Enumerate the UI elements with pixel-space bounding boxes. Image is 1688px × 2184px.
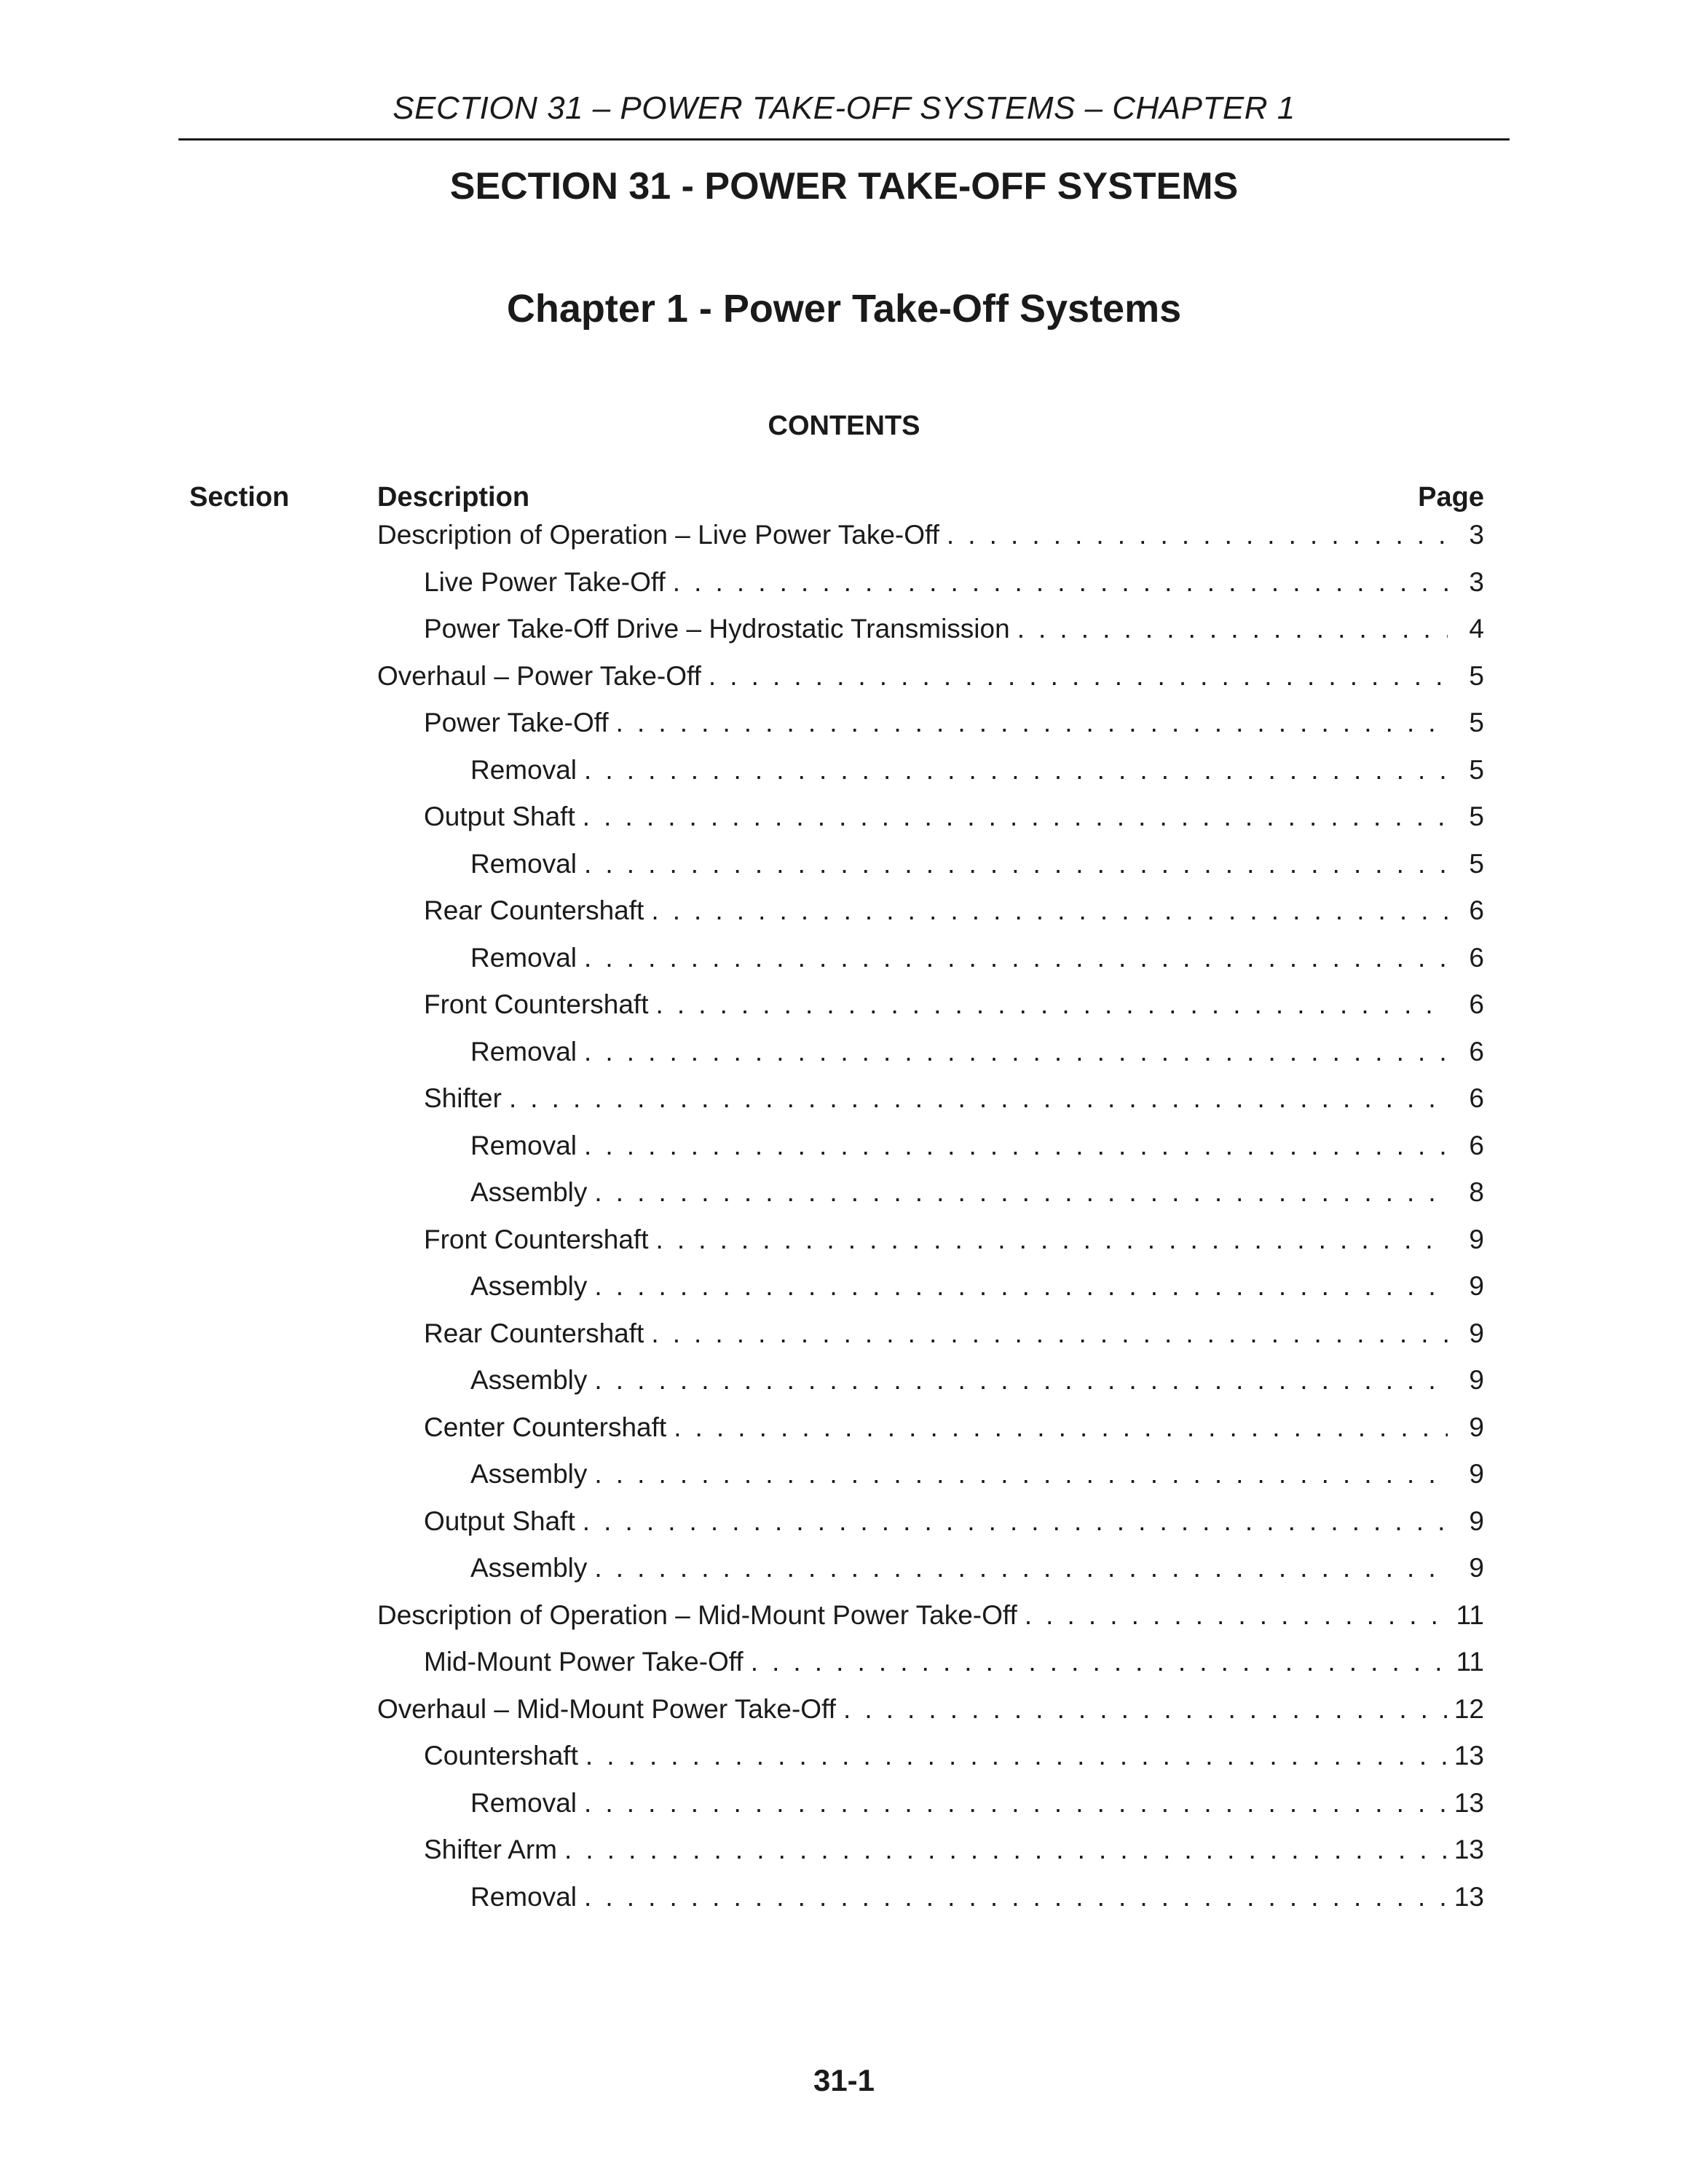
dot-leader: [947, 520, 1448, 550]
toc-entry-label: Shifter Arm: [424, 1835, 557, 1864]
toc-entry-page: 5: [1469, 660, 1484, 691]
toc-entry-label: Removal: [470, 942, 577, 973]
toc-entry[interactable]: [377, 1177, 1484, 1224]
toc-entry-label: Description of Operation – Live Power Take-Off: [377, 520, 939, 550]
dot-leader: [616, 708, 1448, 738]
toc-entry[interactable]: [377, 1600, 1484, 1647]
toc-entry-page: 6: [1469, 895, 1484, 925]
toc-entry[interactable]: [377, 943, 1484, 990]
toc-entry-page: 6: [1469, 989, 1484, 1019]
toc-entry[interactable]: [377, 1365, 1484, 1412]
toc-entry-label: Assembly: [470, 1459, 588, 1489]
toc-entry-page: 9: [1469, 1318, 1484, 1348]
toc-entry-label: Assembly: [470, 1271, 588, 1301]
running-head: SECTION 31 – POWER TAKE-OFF SYSTEMS – CHAPTER 1: [393, 90, 1295, 126]
toc-entry-label: Overhaul – Power Take-Off: [377, 660, 701, 691]
toc-entry-page: 5: [1469, 848, 1484, 879]
toc-entry-page: 8: [1469, 1177, 1484, 1207]
toc-entry[interactable]: [377, 1224, 1484, 1272]
toc-entry-page: 9: [1469, 1459, 1484, 1489]
toc-entry[interactable]: [377, 520, 1484, 567]
dot-leader: [584, 755, 1448, 786]
toc-entry-label: Power Take-Off: [424, 708, 609, 737]
toc-entry[interactable]: [377, 1131, 1484, 1178]
toc-entry[interactable]: [377, 1459, 1484, 1506]
dot-leader: [509, 1083, 1448, 1114]
toc-entry-label: Assembly: [470, 1365, 588, 1395]
toc-entry[interactable]: [377, 1741, 1484, 1788]
toc-entry[interactable]: [377, 614, 1484, 661]
toc-entry-label: Overhaul – Mid-Mount Power Take-Off: [377, 1693, 836, 1724]
toc-entry[interactable]: [377, 567, 1484, 614]
toc-entry[interactable]: [377, 1647, 1484, 1694]
toc-entry[interactable]: [377, 1788, 1484, 1835]
toc-entry-label: Live Power Take-Off: [424, 566, 666, 597]
dot-leader: [584, 1882, 1448, 1912]
toc-entry-label: Removal: [470, 1787, 577, 1818]
toc-entry-label: Description of Operation – Mid-Mount Power Take-Off: [377, 1599, 1017, 1630]
toc-entry-page: 5: [1469, 802, 1484, 831]
toc-entry-page: 5: [1469, 754, 1484, 785]
toc-entry[interactable]: [377, 802, 1484, 849]
toc-entry[interactable]: [377, 849, 1484, 896]
toc-entry-label: Removal: [470, 1130, 577, 1160]
dot-leader: [751, 1647, 1448, 1677]
dot-leader: [564, 1835, 1448, 1865]
dot-leader: [584, 1037, 1448, 1067]
dot-leader: [584, 1788, 1448, 1819]
toc-entry-page: 12: [1454, 1693, 1484, 1724]
toc-entry-label: Assembly: [470, 1177, 588, 1207]
toc-entry-page: 5: [1469, 708, 1484, 737]
dot-leader: [655, 1224, 1448, 1255]
toc-entry-label: Removal: [470, 1881, 577, 1912]
toc-entry-label: Output Shaft: [424, 802, 575, 831]
dot-leader: [594, 1177, 1448, 1208]
toc-entry-page: 13: [1454, 1835, 1484, 1864]
dot-leader: [594, 1271, 1448, 1302]
contents-heading: CONTENTS: [768, 411, 920, 441]
toc-entry-page: 4: [1469, 614, 1484, 644]
toc-entry-label: Power Take-Off Drive – Hydrostatic Transmission: [424, 614, 1010, 644]
header-rule: [178, 138, 1510, 141]
toc-entry-label: Output Shaft: [424, 1506, 575, 1536]
dot-leader: [651, 895, 1448, 926]
dot-leader: [594, 1365, 1448, 1396]
toc-entry[interactable]: [377, 1412, 1484, 1460]
dot-leader: [655, 989, 1448, 1020]
toc-entry-page: 9: [1469, 1553, 1484, 1583]
dot-leader: [585, 1741, 1448, 1771]
toc-entry-label: Assembly: [470, 1553, 588, 1583]
toc-entry[interactable]: [377, 1506, 1484, 1554]
toc-entry-label: Removal: [470, 754, 577, 785]
dot-leader: [843, 1694, 1448, 1725]
toc-entry[interactable]: [377, 1037, 1484, 1084]
toc-entry-label: Center Countershaft: [424, 1412, 667, 1442]
toc-entry-page: 3: [1469, 520, 1484, 550]
dot-leader: [709, 661, 1448, 692]
toc-entry[interactable]: [377, 1083, 1484, 1131]
toc-entry-label: Rear Countershaft: [424, 1318, 644, 1348]
chapter-title: Chapter 1 - Power Take-Off Systems: [506, 287, 1182, 331]
toc-entry-page: 11: [1456, 1599, 1484, 1630]
dot-leader: [583, 1506, 1448, 1537]
toc-entry-label: Front Countershaft: [424, 1224, 649, 1254]
table-of-contents: [377, 520, 1484, 1928]
toc-entry[interactable]: [377, 708, 1484, 755]
dot-leader: [674, 1412, 1448, 1443]
toc-entry-page: 9: [1469, 1365, 1484, 1395]
toc-entry[interactable]: [377, 1882, 1484, 1929]
toc-entry[interactable]: [377, 1553, 1484, 1600]
toc-entry[interactable]: [377, 1694, 1484, 1741]
dot-leader: [1017, 614, 1448, 644]
toc-entry-page: 13: [1454, 1881, 1484, 1912]
column-header-section: Section: [189, 482, 290, 513]
toc-entry-label: Mid-Mount Power Take-Off: [424, 1647, 744, 1677]
toc-entry[interactable]: [377, 661, 1484, 708]
toc-entry[interactable]: [377, 1318, 1484, 1366]
toc-entry-page: 9: [1469, 1271, 1484, 1301]
toc-entry-page: 11: [1456, 1647, 1484, 1677]
toc-entry[interactable]: [377, 755, 1484, 802]
toc-entry-label: Shifter: [424, 1083, 502, 1113]
dot-leader: [584, 1131, 1448, 1161]
dot-leader: [594, 1553, 1448, 1583]
column-header-description: Description: [377, 482, 530, 513]
toc-entry-page: 13: [1454, 1741, 1484, 1770]
toc-entry[interactable]: [377, 989, 1484, 1037]
dot-leader: [1025, 1600, 1448, 1631]
dot-leader: [673, 567, 1448, 598]
toc-entry-page: 9: [1469, 1224, 1484, 1254]
toc-entry-page: 13: [1454, 1787, 1484, 1818]
toc-entry-page: 6: [1469, 1083, 1484, 1113]
column-header-page: Page: [1418, 482, 1484, 513]
toc-entry-label: Removal: [470, 848, 577, 879]
toc-entry-label: Countershaft: [424, 1741, 578, 1770]
dot-leader: [584, 849, 1448, 879]
toc-entry[interactable]: [377, 1271, 1484, 1318]
toc-entry-page: 9: [1469, 1412, 1484, 1442]
dot-leader: [651, 1318, 1448, 1349]
toc-entry-page: 6: [1469, 942, 1484, 973]
dot-leader: [584, 943, 1448, 973]
toc-entry-label: Removal: [470, 1036, 577, 1067]
toc-entry[interactable]: [377, 1835, 1484, 1882]
toc-entry[interactable]: [377, 895, 1484, 943]
dot-leader: [583, 802, 1448, 832]
toc-entry-page: 6: [1469, 1036, 1484, 1067]
toc-entry-page: 9: [1469, 1506, 1484, 1536]
page-number: 31-1: [813, 2063, 875, 2097]
toc-entry-label: Front Countershaft: [424, 989, 649, 1019]
toc-entry-page: 3: [1469, 566, 1484, 597]
toc-entry-label: Rear Countershaft: [424, 895, 644, 925]
toc-entry-page: 6: [1469, 1130, 1484, 1160]
section-title: SECTION 31 - POWER TAKE-OFF SYSTEMS: [449, 165, 1239, 207]
dot-leader: [594, 1459, 1448, 1489]
